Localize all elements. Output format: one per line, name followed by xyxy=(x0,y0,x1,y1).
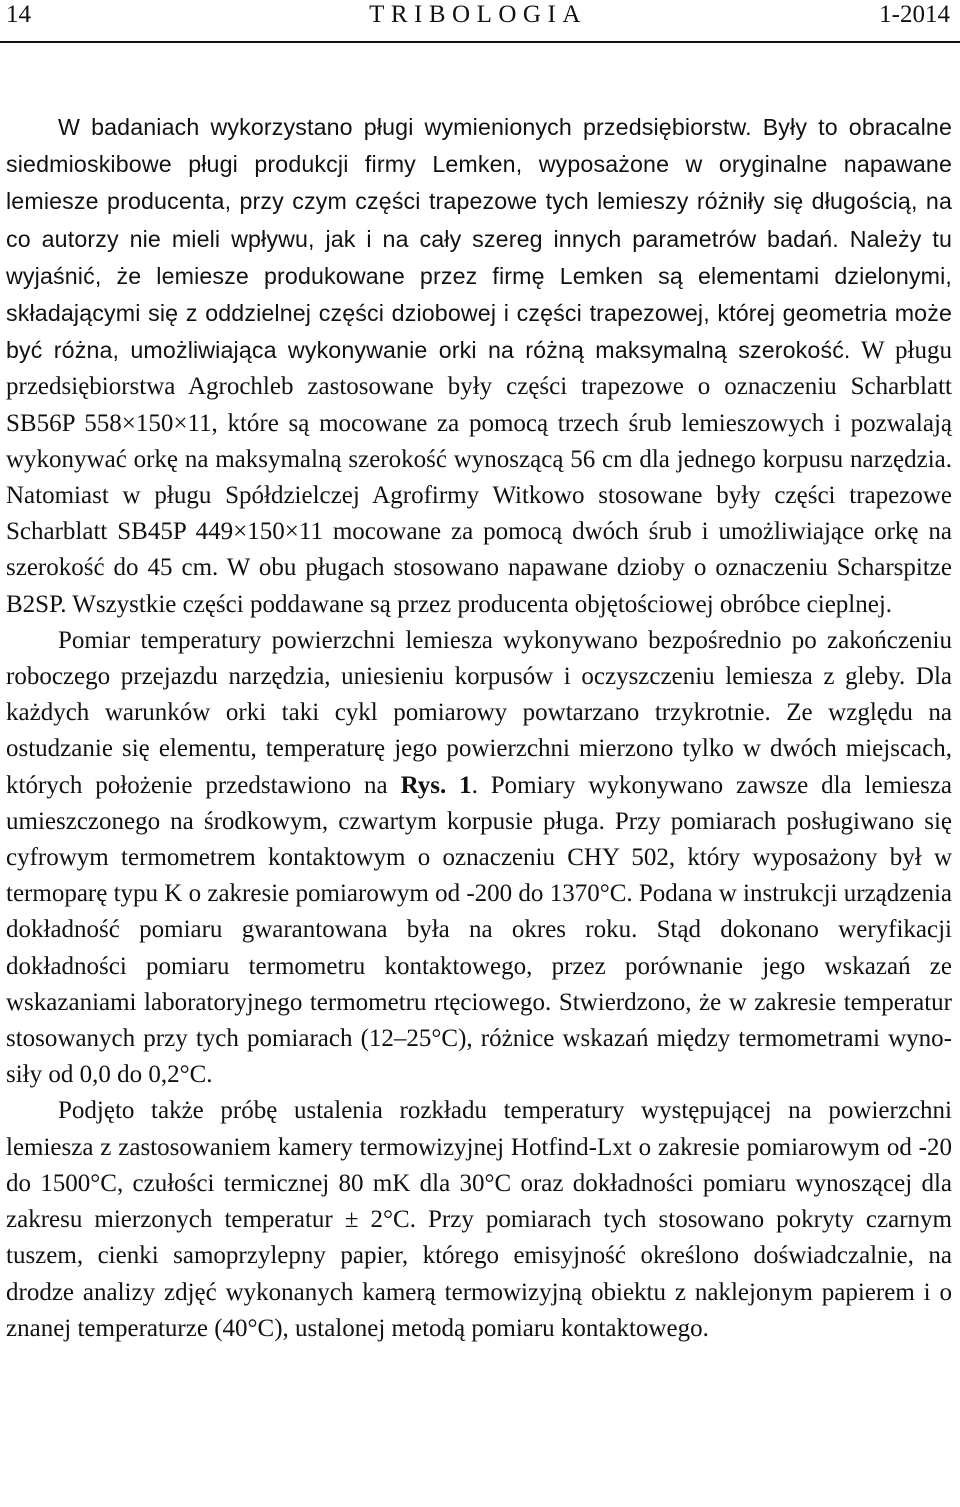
paragraph-plough-description xyxy=(6,109,952,623)
figure-reference-link[interactable]: Rys. 1 xyxy=(400,771,472,799)
issue-number: 1-2014 xyxy=(879,1,950,28)
paragraph-text-continued: . Pomiary wykonywano zawsze dla lemiesza umieszczonego na środkowym, czwartym korpusie pługa. Przy pomiarach posługiwano się cyfrowym termometrem kontaktowym o oznaczeniu CHY 502, który wyposażony był w termoparę typu K o zakresie pomiarowym od -200 do 1370°C. Podana w instrukcji urządzenia dokładność pomiaru gwarantowana była na okres roku. Stąd dokonano weryfikacji dokładności pomiaru termometru kontaktowego, przez porównanie jego wskazań ze wskazaniami laboratoryjnego termometru rtęciowego. Stwierdzono, że w zakresie temperatur stosowanych przy tych pomiarach (12–25°C), różnice wskazań między termometrami wynosiły od 0,0 do 0,2°C. xyxy=(6,771,952,1089)
paragraph-thermal-camera xyxy=(6,1093,952,1346)
journal-title: TRIBOLOGIA xyxy=(369,1,587,28)
running-header xyxy=(6,0,950,34)
paragraph-temperature-measurement xyxy=(6,623,952,1094)
paragraph-sans-text: W badaniach wykorzystano pługi wymienionych przedsiębiorstw. Były to obracalne siedmioskibowe pługi produkcji firmy Lemken, wyposażone w oryginalne napawane lemiesze producenta, przy czym części trapezowe tych lemieszy różniły się długością, na co autorzy nie mieli wpływu, jak i na cały szereg innych parametrów badań. Należy tu wyjaśnić, że lemiesze produkowane przez firmę Lemken są elementami dzielonymi, składającymi się z oddzielnej części dziobowej i części trapezowej, której geometria może być różna, umożliwiająca wykonywanie orki na różną maksymalną szerokość. xyxy=(6,114,952,364)
page-number: 14 xyxy=(6,1,31,28)
article-body xyxy=(6,109,952,1347)
paragraph-serif-text: W pługu przedsiębiorstwa Agrochleb zastosowane były części trapezowe o oznaczeniu Scharblatt SB56P 558×150×11, które są mocowane za pomocą trzech śrub lemieszowych i pozwalają wykonywać orkę na maksymalną szerokość wynoszącą 56 cm dla jednego korpusu narzędzia. Natomiast w pługu Spółdzielczej Agrofirmy Witkowo stosowane były części trapezowe Scharblatt SB45P 449×150×11 mocowane za pomocą dwóch śrub i umożliwiające orkę na szerokość do 45 cm. W obu pługach stosowano napawane dzioby o oznaczeniu Scharspitze B2SP. Wszystkie części poddawane są przez producenta objętościowej obróbce cieplnej. xyxy=(6,337,952,618)
header-rule xyxy=(0,41,960,43)
paragraph-text: Podjęto także próbę ustalenia rozkładu temperatury występującej na powierzchni lemiesza z zastosowaniem kamery termowizyjnej Hotfind-Lxt o zakresie pomiarowym od -20 do 1500°C, czułości termicznej 80 mK dla 30°C oraz dokładności pomiaru wynoszącej dla zakresu mierzonych temperatur ± 2°C. Przy pomiarach tych stosowano pokryty czarnym tuszem, cienki samoprzylepny papier, którego emisyjność określono doświadczalnie, na drodze analizy zdjęć wykonanych kamerą termowizyjną obiektu z naklejonym papierem i o znanej temperaturze (40°C), ustalonej metodą pomiaru kontaktowego. xyxy=(6,1097,952,1342)
paragraph-text: Pomiar temperatury powierzchni lemiesza wykonywano bezpośrednio po zakończeniu roboczego przejazdu narzędzia, uniesieniu korpusów i oczyszczeniu lemiesza z gleby. Dla każdych warunków orki taki cykl pomiarowy powtarzano trzykrotnie. Ze względu na ostudzanie się elementu, temperaturę jego powierzchni mierzono tylko w dwóch miejscach, których położenie przedstawiono na xyxy=(6,626,952,799)
